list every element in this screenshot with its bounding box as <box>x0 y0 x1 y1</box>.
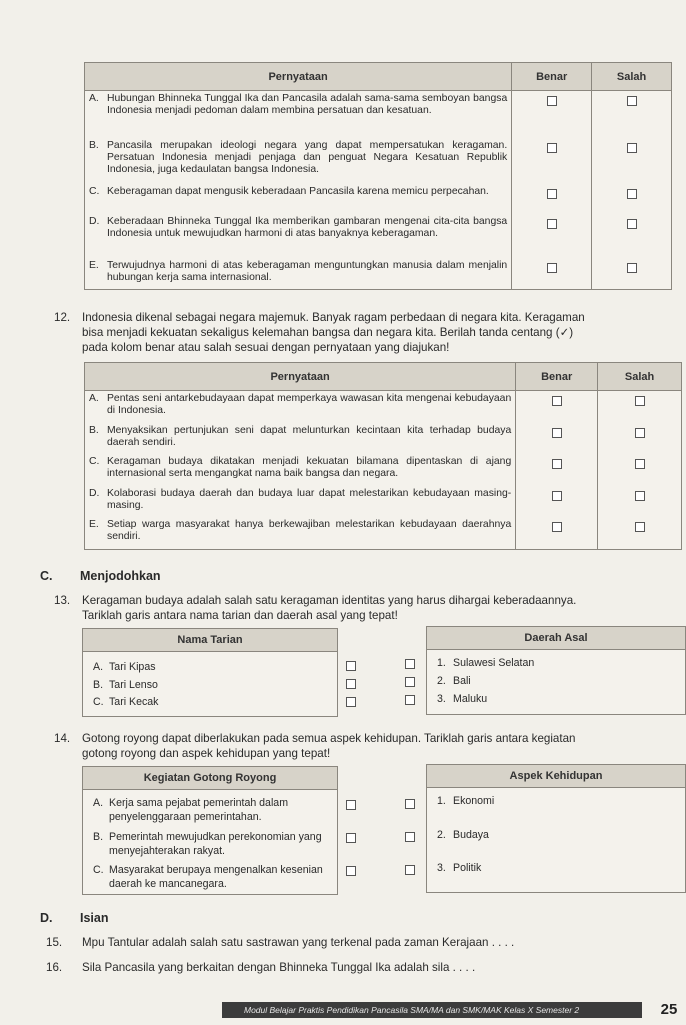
item-text: Kerja sama pejabat pemerintah dalam penyelenggaraan pemerintahan. <box>109 797 289 823</box>
row-text: Hubungan Bhinneka Tunggal Ika dan Pancasila adalah sama-sama semboyan bangsa Indonesia menjadi pedoman dalam membina persatuan dan kesatuan. <box>107 93 508 116</box>
row-text: Pentas seni antarkebudayaan dapat memperkaya wawasan kita mengenai kebudayaan di Indonesia. <box>107 393 512 416</box>
item-text: Tari Lenso <box>109 679 158 691</box>
row-letter: A. <box>89 393 99 404</box>
true-false-table-2 <box>84 362 682 550</box>
question-text-line: gotong royong dan aspek kehidupan yang tepat! <box>82 747 331 760</box>
header-false: Salah <box>592 63 672 91</box>
benar-checkbox[interactable] <box>547 189 557 199</box>
row-letter: B. <box>89 139 99 151</box>
row-letter: D. <box>89 215 100 227</box>
table-row <box>85 517 682 550</box>
footer-book-title: Modul Belajar Praktis Pendidikan Pancasila SMA/MA dan SMK/MAK Kelas X Semester 2 <box>222 1002 642 1018</box>
salah-checkbox[interactable] <box>627 189 637 199</box>
salah-checkbox[interactable] <box>627 219 637 229</box>
match-right-body <box>426 788 686 893</box>
question-14 <box>54 731 686 761</box>
table-row <box>85 423 682 454</box>
section-title: Menjodohkan <box>80 569 161 583</box>
benar-checkbox[interactable] <box>547 96 557 106</box>
header-statement: Pernyataan <box>85 363 516 391</box>
question-15 <box>46 935 676 950</box>
connector-dot-left[interactable] <box>346 697 356 707</box>
question-16 <box>46 960 676 975</box>
question-text: Sila Pancasila yang berkaitan dengan Bhinneka Tunggal Ika adalah sila . . . . <box>82 961 476 974</box>
table-row <box>85 258 672 290</box>
question-text-line: pada kolom benar atau salah sesuai dengan pernyataan yang diajukan! <box>82 341 450 354</box>
row-text: Keragaman budaya dikatakan menjadi kekuatan bilamana dipentaskan di ajang internasional serta mengangkat nama baik bangsa dan negara. <box>107 455 512 479</box>
table-row <box>85 486 682 517</box>
row-letter: E. <box>89 518 99 530</box>
row-text: Keberadaan Bhinneka Tunggal Ika memberikan gambaran mengenai cita-cita bangsa Indonesia untuk mewujudkan harmoni di atas banyaknya keberagaman. <box>107 215 508 239</box>
row-letter: D. <box>89 487 100 499</box>
item-letter: C. <box>93 864 104 876</box>
question-text: Mpu Tantular adalah salah satu sastrawan yang terkenal pada zaman Kerajaan . . . . <box>82 936 515 949</box>
connector-dot-left[interactable] <box>346 661 356 671</box>
row-letter: C. <box>89 185 100 197</box>
section-c-heading <box>40 569 161 584</box>
row-text: Pancasila merupakan ideologi negara yang dapat mempersatukan keragaman. Persatuan Indonesia menjadi penjaga dan penguat Negara Kesatuan Republik Indonesia, juga kedaulatan bangsa Indonesia. <box>107 139 508 175</box>
row-text: Menyaksikan pertunjukan seni dapat melunturkan kecintaan kita terhadap budaya daerah sendiri. <box>107 424 512 448</box>
benar-checkbox[interactable] <box>552 491 562 501</box>
table-row <box>85 138 672 184</box>
row-text: Setiap warga masyarakat hanya berkewajiban melestarikan kebudayaan daerahnya sendiri. <box>107 518 512 542</box>
connector-dot-right[interactable] <box>405 695 415 705</box>
salah-checkbox[interactable] <box>627 96 637 106</box>
benar-checkbox[interactable] <box>547 143 557 153</box>
item-text: Bali <box>453 675 471 687</box>
row-letter: B. <box>89 424 99 436</box>
question-number: 16. <box>46 961 63 974</box>
connector-dot-right[interactable] <box>405 799 415 809</box>
benar-checkbox[interactable] <box>552 396 562 406</box>
row-text: Keberagaman dapat mengusik keberadaan Pancasila karena memicu perpecahan. <box>107 185 489 197</box>
item-letter: A. <box>93 797 104 809</box>
question-number: 12. <box>54 311 71 324</box>
item-number: 2. <box>437 829 446 841</box>
item-text: Politik <box>453 862 482 874</box>
item-text: Tari Kecak <box>109 696 159 708</box>
item-text: Tari Kipas <box>109 661 156 673</box>
row-text: Terwujudnya harmoni di atas keberagaman menguntungkan manusia dalam menjalin hubungan kerja sama internasional. <box>107 259 508 283</box>
question-13 <box>54 593 686 623</box>
table-row <box>85 454 682 486</box>
header-true: Benar <box>512 63 592 91</box>
header-statement: Pernyataan <box>85 63 512 91</box>
question-number: 15. <box>46 936 63 949</box>
section-title: Isian <box>80 911 109 925</box>
connector-dot-left[interactable] <box>346 679 356 689</box>
question-12 <box>54 310 682 355</box>
salah-checkbox[interactable] <box>635 491 645 501</box>
item-letter: C. <box>93 696 104 708</box>
item-text: Masyarakat berupaya mengenalkan kesenian daerah ke mancanegara. <box>109 864 323 890</box>
table-row <box>85 91 672 138</box>
row-letter: E. <box>89 259 99 271</box>
item-number: 3. <box>437 693 446 705</box>
connector-dot-right[interactable] <box>405 832 415 842</box>
section-d-heading <box>40 911 109 926</box>
header-false: Salah <box>598 363 682 391</box>
item-text: Pemerintah mewujudkan perekonomian yang menyejahterakan rakyat. <box>109 831 322 857</box>
match-right-header: Daerah Asal <box>426 626 686 650</box>
benar-checkbox[interactable] <box>547 219 557 229</box>
match-right-header: Aspek Kehidupan <box>426 764 686 788</box>
question-number: 14. <box>54 732 71 745</box>
connector-dot-left[interactable] <box>346 800 356 810</box>
benar-checkbox[interactable] <box>552 428 562 438</box>
question-text-line: Indonesia dikenal sebagai negara majemuk. Banyak ragam perbedaan di negara kita. Keragaman <box>82 311 585 324</box>
connector-dot-left[interactable] <box>346 866 356 876</box>
salah-checkbox[interactable] <box>627 143 637 153</box>
section-label: D. <box>40 911 53 925</box>
item-number: 3. <box>437 862 446 874</box>
match-right-body <box>426 650 686 715</box>
item-letter: A. <box>93 661 104 673</box>
item-number: 1. <box>437 657 446 669</box>
connector-dot-right[interactable] <box>405 677 415 687</box>
benar-checkbox[interactable] <box>547 263 557 273</box>
table-row <box>85 184 672 214</box>
section-label: C. <box>40 569 53 583</box>
item-text: Sulawesi Selatan <box>453 657 535 669</box>
header-true: Benar <box>516 363 598 391</box>
item-text: Maluku <box>453 693 488 705</box>
table-row <box>85 391 682 423</box>
item-letter: B. <box>93 679 104 691</box>
row-letter: C. <box>89 455 100 467</box>
question-text-line: Tariklah garis antara nama tarian dan daerah asal yang tepat! <box>82 609 398 622</box>
item-text: Budaya <box>453 829 489 841</box>
benar-checkbox[interactable] <box>552 459 562 469</box>
benar-checkbox[interactable] <box>552 522 562 532</box>
salah-checkbox[interactable] <box>635 459 645 469</box>
connector-dot-left[interactable] <box>346 833 356 843</box>
question-number: 13. <box>54 594 71 607</box>
salah-checkbox[interactable] <box>635 522 645 532</box>
salah-checkbox[interactable] <box>627 263 637 273</box>
connector-dot-right[interactable] <box>405 659 415 669</box>
match-left-body <box>82 790 338 895</box>
row-letter: A. <box>89 93 99 104</box>
table-row <box>85 214 672 258</box>
item-number: 2. <box>437 675 446 687</box>
question-text-line: Gotong royong dapat diberlakukan pada semua aspek kehidupan. Tariklah garis antara kegiatan <box>82 732 576 745</box>
salah-checkbox[interactable] <box>635 396 645 406</box>
true-false-table-1 <box>84 62 672 290</box>
match-left-body <box>82 652 338 717</box>
row-text: Kolaborasi budaya daerah dan budaya luar dapat melestarikan kebudayaan masing-masing. <box>107 487 512 511</box>
match-left-header: Nama Tarian <box>82 628 338 652</box>
salah-checkbox[interactable] <box>635 428 645 438</box>
question-text-line: Keragaman budaya adalah salah satu keragaman identitas yang harus dihargai keberadaannya. <box>82 594 577 607</box>
item-letter: B. <box>93 831 104 843</box>
match-left-header: Kegiatan Gotong Royong <box>82 766 338 790</box>
question-text-line: bisa menjadi kekuatan sekaligus kelemahan bangsa dan negara kita. Berilah tanda centang (✓) <box>82 326 574 339</box>
connector-dot-right[interactable] <box>405 865 415 875</box>
page-number: 25 <box>660 1001 678 1018</box>
item-text: Ekonomi <box>453 795 495 807</box>
item-number: 1. <box>437 795 446 807</box>
